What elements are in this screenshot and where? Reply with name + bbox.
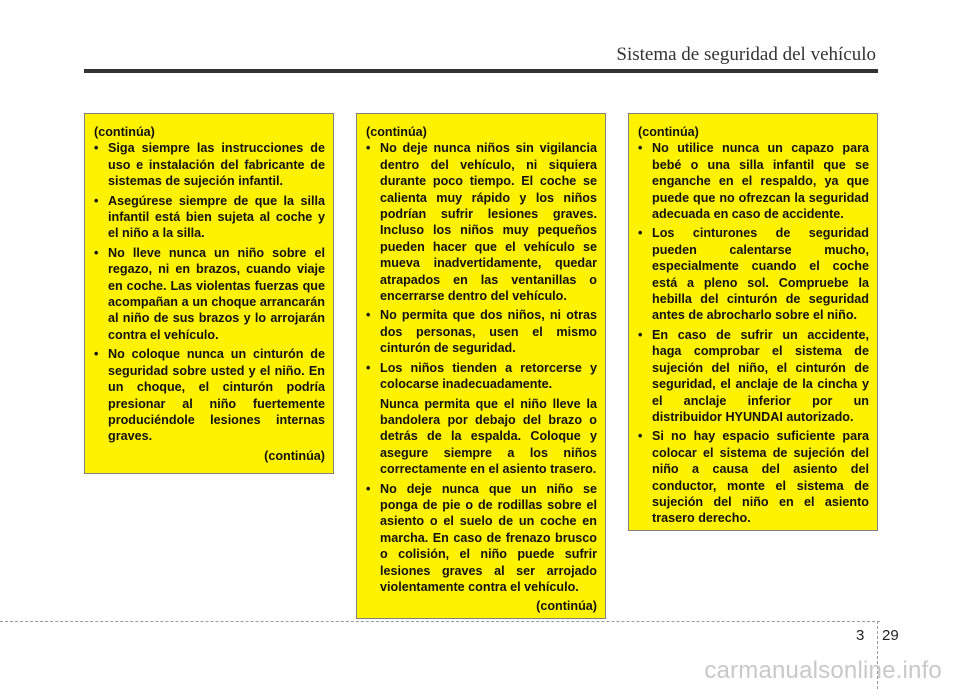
list-item: [94, 245, 325, 343]
warning-box-1: [84, 113, 334, 474]
header-rule: [84, 69, 878, 73]
continued-footer: (continúa): [536, 599, 597, 614]
list-item-text: • No lleve nunca un niño sobre el regazo, ni en brazos, cuando viaje en coche. Las violentas fuerzas que acompañan a un choque arrancarán al niño de sus brazos y lo arrojarán contra el vehículo.: [108, 245, 325, 342]
list-item-text: • No coloque nunca un cinturón de seguridad sobre usted y el niño. En un choque, el cinturón podría presionar al niño fuertemente produciéndole lesiones internas graves.: [108, 347, 325, 444]
list-item-text: • No deje nunca que un niño se ponga de pie o de rodillas sobre el asiento o el suelo de un coche en marcha. En caso de frenazo brusco o colisión, el niño puede sufrir lesiones graves al ser arrojado violentamente contra el vehículo.: [380, 481, 597, 594]
list-item: [366, 140, 597, 304]
list-item-text: • Siga siempre las instrucciones de uso e instalación del fabricante de sistemas de sujeción infantil.: [108, 141, 325, 189]
continued-header: (continúa): [94, 125, 155, 139]
list-item-text: • Si no hay espacio suficiente para colocar el sistema de sujeción del niño a causa del asiento del conductor, monte el sistema de sujeción del niño en el asiento trasero derecho.: [652, 429, 869, 526]
footer-divider: [0, 621, 880, 622]
warning-box-2: [356, 113, 606, 619]
list-item: [94, 193, 325, 242]
list-item-text: • Los niños tienden a retorcerse y colocarse inadecuadamente.: [380, 360, 597, 392]
chapter-number: 3: [856, 627, 865, 644]
continued-footer: (continúa): [264, 448, 325, 463]
list-item-text: • No deje nunca niños sin vigilancia dentro del vehículo, ni siquiera durante poco tiempo. El coche se calienta muy rápido y los niños podrían sufrir lesiones graves. Incluso los niños muy pequeños pueden hacer que el vehículo se mueva inadvertidamente, quedar atrapados en las ventanillas o encerrarse dentro del vehículo.: [380, 141, 597, 304]
list-item: [638, 140, 869, 222]
list-item: [94, 346, 325, 444]
bullet-list: [366, 140, 597, 595]
list-item: [638, 327, 869, 425]
list-item: [366, 481, 597, 596]
list-item-text: • No permita que dos niños, ni otras dos personas, usen el mismo cinturón de seguridad.: [380, 308, 597, 356]
continued-header: (continúa): [366, 125, 427, 139]
list-item: [638, 225, 869, 323]
list-item-text: • Los cinturones de seguridad pueden calentarse mucho, especialmente cuando el coche está a pleno sol. Compruebe la hebilla del cinturón de seguridad antes de abrocharlo sobre el niño.: [652, 226, 869, 323]
warning-box-3: [628, 113, 878, 531]
bullet-list: [638, 140, 869, 526]
list-item: [366, 360, 597, 478]
list-item-text: • Asegúrese siempre de que la silla infantil está bien sujeta al coche y el niño a la silla.: [108, 193, 325, 241]
watermark: carmanualsonline.info: [704, 657, 942, 684]
section-title: Sistema de seguridad del vehículo: [616, 44, 876, 65]
bullet-list: [94, 140, 325, 444]
list-item: [366, 307, 597, 356]
list-item-text: • En caso de sufrir un accidente, haga comprobar el sistema de sujeción del niño, el cinturón de seguridad, el anclaje de la cincha y el anclaje inferior por un distribuidor HYUNDAI autorizado.: [652, 327, 869, 424]
list-item-text: • No utilice nunca un capazo para bebé o una silla infantil que se enganche en el respaldo, ya que puede que no ofrezcan la seguridad adecuada en caso de accidente.: [652, 141, 869, 222]
list-item-note: Nunca permita que el niño lleve la bandolera por debajo del brazo o detrás de la espalda. Coloque y asegure siempre a los niños correctamente en el asiento trasero.: [380, 396, 597, 477]
continued-header: (continúa): [638, 125, 699, 139]
page-number: 29: [882, 627, 899, 644]
list-item: [94, 140, 325, 189]
list-item: [638, 428, 869, 526]
